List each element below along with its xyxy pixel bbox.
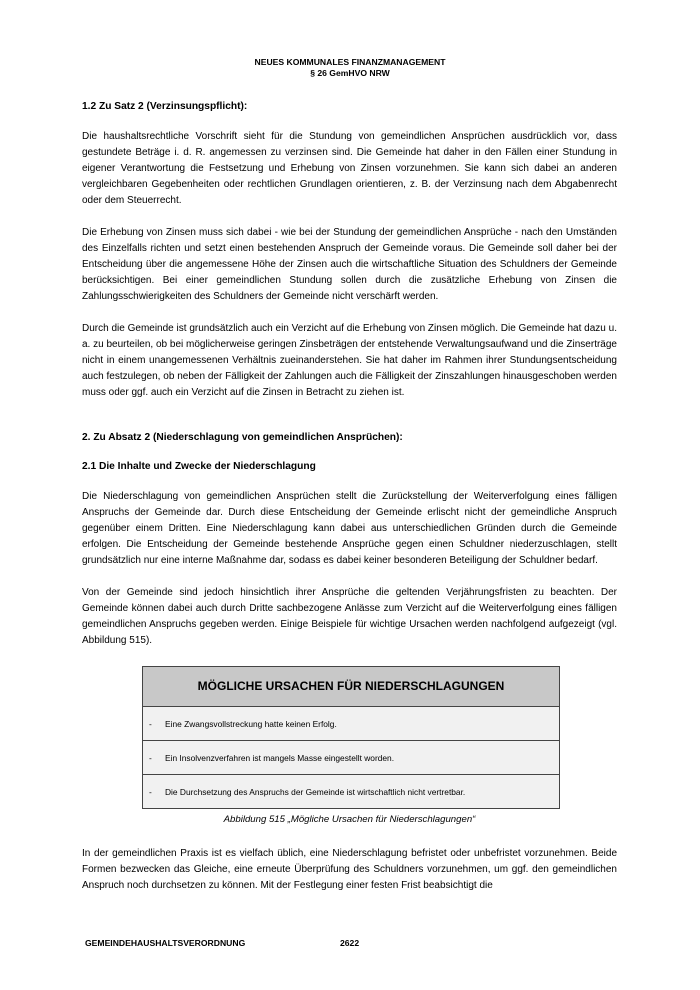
paragraph: Die haushaltsrechtliche Vorschrift sieht für die Stundung von gemeindlichen Ansprüchen ausdrücklich vor, dass gestundete Beträge i. d. R. angemessen zu verzinsen sind. Die Gemeinde hat daher in den Fällen einer Stundung in eigener Verantwortung die Festsetzung und Erhebung von Zinsen vorzunehmen. Sie kann sich dabei an anderen vergleichbaren Gegebenheiten oder rechtlichen Grundlagen orientieren, z. B. der Verzinsung nach dem Abgabenrecht oder dem Steuerrecht.: [82, 131, 617, 206]
page-footer: [85, 938, 385, 948]
figure-list-item: [143, 707, 559, 741]
bullet: -: [149, 786, 152, 797]
paragraph: Von der Gemeinde sind jedoch hinsichtlich ihrer Ansprüche die geltenden Verjährungsfristen zu beachten. Der Gemeinde können dabei auch durch Dritte sachbezogene Anlässe zum Verzicht auf die Weiterverfolgung eines fälligen gemeindlichen Anspruchs gegeben werden. Einige Beispiele für wichtige Ursachen werden nachfolgend aufgezeigt (vgl. Abbildung 515).: [82, 587, 617, 646]
section-1-2-heading: 1.2 Zu Satz 2 (Verzinsungspflicht):: [82, 101, 248, 112]
figure-item-text: Die Durchsetzung des Anspruchs der Gemeinde ist wirtschaftlich nicht vertretbar.: [165, 786, 466, 797]
figure-box: [142, 666, 560, 809]
page-header: [0, 57, 700, 78]
paragraph: Durch die Gemeinde ist grundsätzlich auch ein Verzicht auf die Erhebung von Zinsen möglich. Die Gemeinde hat dazu u. a. zu beurteilen, ob bei möglicherweise geringen Zinsbeträgen der entstehende Verwaltungsaufwand und die Zinserträge nicht in einem unangemessenen Verhältnis zueinanderstehen. Sie hat daher im Rahmen ihrer Stundungsentscheidung auch festzulegen, ob neben der Fälligkeit der Zahlungen auch die Fälligkeit der Zinszahlungen hinausgeschoben werden muss oder ggf. auch ein Verzicht auf die Zinsen in Betracht zu ziehen ist.: [82, 323, 617, 398]
bullet: -: [149, 718, 152, 729]
page-number: 2622: [340, 938, 360, 948]
bullet: -: [149, 752, 152, 763]
figure-list-item: [143, 741, 559, 775]
section-2-heading: 2. Zu Absatz 2 (Niederschlagung von gemeindlichen Ansprüchen):: [82, 432, 403, 443]
figure-item-text: Ein Insolvenzverfahren ist mangels Masse eingestellt worden.: [165, 752, 395, 763]
paragraph: In der gemeindlichen Praxis ist es vielfach üblich, eine Niederschlagung befristet oder unbefristet vorzunehmen. Beide Formen bezwecken das Gleiche, eine erneute Überprüfung des Schuldners vorzunehmen, um ggf. den gemeindlichen Anspruch noch durchsetzen zu können. Mit der Festlegung einer festen Frist beabsichtigt die: [82, 848, 617, 891]
section-2-1-heading: 2.1 Die Inhalte und Zwecke der Niederschlagung: [82, 461, 316, 472]
paragraph: Die Erhebung von Zinsen muss sich dabei - wie bei der Stundung der gemeindlichen Ansprüche - nach den Umständen des Einzelfalls richten und setzt einen bestehenden Anspruch der Gemeinde voraus. Die Gemeinde soll daher bei der Entscheidung über die angemessene Höhe der Zinsen auch die wirtschaftliche Situation des Schuldners der Gemeinde berücksichtigen. Bei einer gemeindlichen Stundung sollen durch die zusätzliche Erhebung von Zinsen die Zahlungsschwierigkeiten des Schuldners der Gemeinde nicht verschärft werden.: [82, 227, 617, 302]
figure-item-text: Eine Zwangsvollstreckung hatte keinen Erfolg.: [165, 718, 337, 729]
figure-caption: Abbildung 515 „Mögliche Ursachen für Niederschlagungen“: [223, 814, 476, 825]
header-title: NEUES KOMMUNALES FINANZMANAGEMENT: [254, 57, 446, 67]
page-content: [82, 100, 617, 894]
footer-label: GEMEINDEHAUSHALTSVERORDNUNG: [85, 938, 246, 948]
figure-list-item: [143, 775, 559, 808]
paragraph: Die Niederschlagung von gemeindlichen Ansprüchen stellt die Zurückstellung der Weiterverfolgung eines fälligen Anspruchs der Gemeinde dar. Durch diese Entscheidung der Gemeinde erlischt nicht der gemeindliche Anspruch gegenüber einem Dritten. Eine Niederschlagung kann dabei aus unterschiedlichen Gründen durch die Gemeinde erfolgen. Die Entscheidung der Gemeinde bestehende Ansprüche gegen einen Schuldner niederzuschlagen, stellt grundsätzlich nur eine interne Maßnahme dar, sodass es dabei keiner besonderen Beteiligung der Schuldner bedarf.: [82, 491, 617, 566]
figure-title: MÖGLICHE URSACHEN FÜR NIEDERSCHLAGUNGEN: [143, 667, 559, 707]
header-subtitle: § 26 GemHVO NRW: [310, 67, 390, 78]
